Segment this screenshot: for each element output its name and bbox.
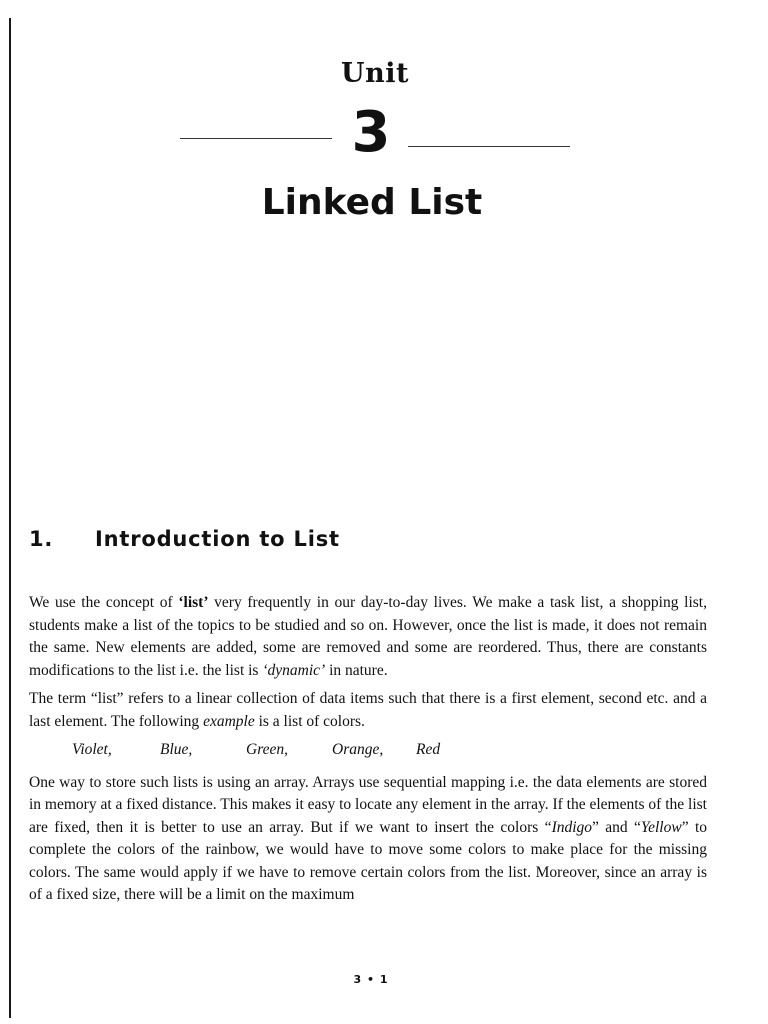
unit-label: Unit xyxy=(341,58,409,89)
unit-number: 3 xyxy=(351,100,391,165)
term-dynamic: ‘dynamic’ xyxy=(262,661,326,679)
paragraph-3-text: ” and “ xyxy=(592,818,641,836)
paragraph-1-text: in nature. xyxy=(325,661,388,679)
section-number: 1. xyxy=(29,527,54,551)
page-number: 3 • 1 xyxy=(353,973,389,986)
color-item: Red xyxy=(416,741,441,758)
paragraph-1 xyxy=(29,592,707,682)
term-indigo: Indigo xyxy=(551,818,593,836)
paragraph-2-text: is a list of colors. xyxy=(254,712,365,730)
unit-rule-right xyxy=(408,146,570,147)
color-list xyxy=(72,739,707,762)
paragraph-3-text: ” to complete the colors of the rainbow, we would have to move some colors to make place for the missing colors. The same would apply if we have to remove certain colors from the list. Moreover, since an array is of a fixed size, there will be a limit on the maximum xyxy=(29,818,708,903)
paragraph-3-text: One way to store such lists is using an array. Arrays use sequential mapping i.e. the data elements are stored in memory at a fixed distance. This makes it easy to locate any element in the array. If the elements of the list are fixed, then it is better to use an array. But if we want to insert the colors “ xyxy=(29,773,707,836)
paragraph-2 xyxy=(29,688,707,733)
section-title: Introduction to List xyxy=(95,527,340,551)
page-binding-edge xyxy=(9,18,11,1018)
section-heading xyxy=(29,527,340,551)
chapter-title: Linked List xyxy=(261,182,483,223)
paragraph-2-text: The term “list” refers to a linear collection of data items such that there is a first element, second etc. and a last element. The following xyxy=(29,690,707,730)
color-item: Green, xyxy=(246,741,289,758)
term-example: example xyxy=(203,712,255,730)
color-item: Blue, xyxy=(160,741,193,758)
term-yellow: Yellow xyxy=(640,818,682,836)
paragraph-3 xyxy=(29,772,707,907)
color-item: Orange, xyxy=(332,741,384,758)
color-item: Violet, xyxy=(72,741,112,758)
paragraph-1-text: very frequently in our day-to-day lives. We make a task list, a shopping list, students make a list of the topics to be studied and so on. However, once the list is made, it does not remain the same. New elements are added, some are removed and some are reordered. Thus, there are constants modifications to the list i.e. the list is xyxy=(29,594,707,679)
paragraph-1-text: We use the concept of xyxy=(29,594,179,611)
term-list: ‘list’ xyxy=(178,594,209,611)
body-text xyxy=(29,592,707,913)
